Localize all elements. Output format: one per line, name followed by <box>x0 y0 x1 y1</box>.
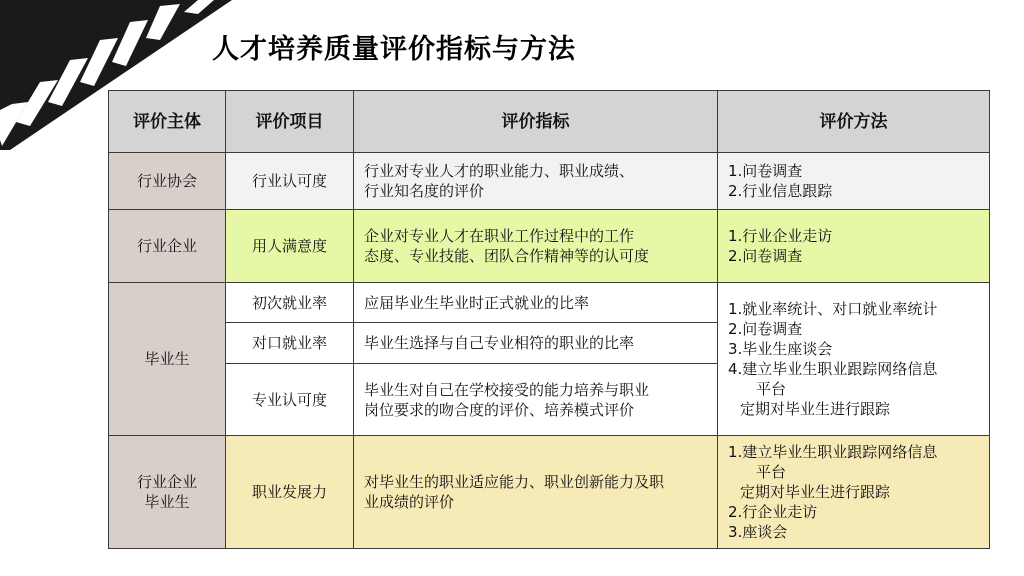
page-title: 人才培养质量评价指标与方法 <box>212 34 576 65</box>
indicator-line: 岗位要求的吻合度的评价、培养模式评价 <box>364 400 635 419</box>
indicator-line: 态度、专业技能、团队合作精神等的认可度 <box>364 247 650 265</box>
method-line: 平台 <box>756 463 787 481</box>
method-cell <box>718 153 990 210</box>
method-line: 1.行业企业走访 <box>728 227 833 245</box>
subject-line: 行业企业 <box>136 473 197 491</box>
subject-cell: 毕业生 <box>109 283 226 436</box>
indicator-cell <box>354 364 718 436</box>
indicator-cell <box>354 210 718 283</box>
indicator-line: 行业对专业人才的职业能力、职业成绩、 <box>364 162 635 180</box>
indicator-cell <box>354 283 718 323</box>
evaluation-table <box>108 90 990 549</box>
item-cell: 职业发展力 <box>226 436 354 549</box>
header-item: 评价项目 <box>226 91 354 153</box>
indicator-line: 毕业生选择与自己专业相符的职业的比率 <box>364 334 635 352</box>
method-cell <box>718 436 990 549</box>
subject-line: 毕业生 <box>144 493 190 511</box>
method-line: 1.就业率统计、对口就业率统计 <box>728 300 938 318</box>
table-row <box>109 153 990 210</box>
method-line: 3.座谈会 <box>728 523 788 541</box>
item-cell: 行业认可度 <box>226 153 354 210</box>
method-line: 4.建立毕业生职业跟踪网络信息 <box>728 360 938 378</box>
table-row <box>109 283 990 323</box>
table-row <box>109 436 990 549</box>
method-line: 3.毕业生座谈会 <box>728 340 833 358</box>
header-method: 评价方法 <box>718 91 990 153</box>
table-header-row <box>109 91 990 153</box>
indicator-line: 毕业生对自己在学校接受的能力培养与职业 <box>364 380 650 399</box>
subject-cell <box>109 436 226 549</box>
method-line: 1.建立毕业生职业跟踪网络信息 <box>728 443 938 461</box>
method-line: 定期对毕业生进行跟踪 <box>740 483 891 501</box>
method-cell <box>718 283 990 436</box>
item-cell: 用人满意度 <box>226 210 354 283</box>
method-line: 1.问卷调查 <box>728 162 803 180</box>
indicator-line: 业成绩的评价 <box>364 493 455 511</box>
method-line: 2.行企业走访 <box>728 503 818 521</box>
method-line: 定期对毕业生进行跟踪 <box>740 400 891 418</box>
header-subject: 评价主体 <box>109 91 226 153</box>
indicator-cell <box>354 436 718 549</box>
table-row <box>109 210 990 283</box>
indicator-line: 企业对专业人才在职业工作过程中的工作 <box>364 227 635 245</box>
item-cell: 初次就业率 <box>226 283 354 323</box>
header-indicator: 评价指标 <box>354 91 718 153</box>
method-line: 2.问卷调查 <box>728 320 803 338</box>
subject-cell: 行业协会 <box>109 153 226 210</box>
indicator-cell <box>354 323 718 364</box>
subject-cell: 行业企业 <box>109 210 226 283</box>
method-line: 2.问卷调查 <box>728 247 803 265</box>
method-line: 平台 <box>756 380 787 398</box>
indicator-line: 对毕业生的职业适应能力、职业创新能力及职 <box>364 473 665 491</box>
method-line: 2.行业信息跟踪 <box>728 182 833 200</box>
indicator-line: 应届毕业生毕业时正式就业的比率 <box>364 293 590 312</box>
indicator-line: 行业知名度的评价 <box>364 182 485 200</box>
method-cell <box>718 210 990 283</box>
item-cell: 对口就业率 <box>226 323 354 364</box>
indicator-cell <box>354 153 718 210</box>
item-cell: 专业认可度 <box>226 364 354 436</box>
